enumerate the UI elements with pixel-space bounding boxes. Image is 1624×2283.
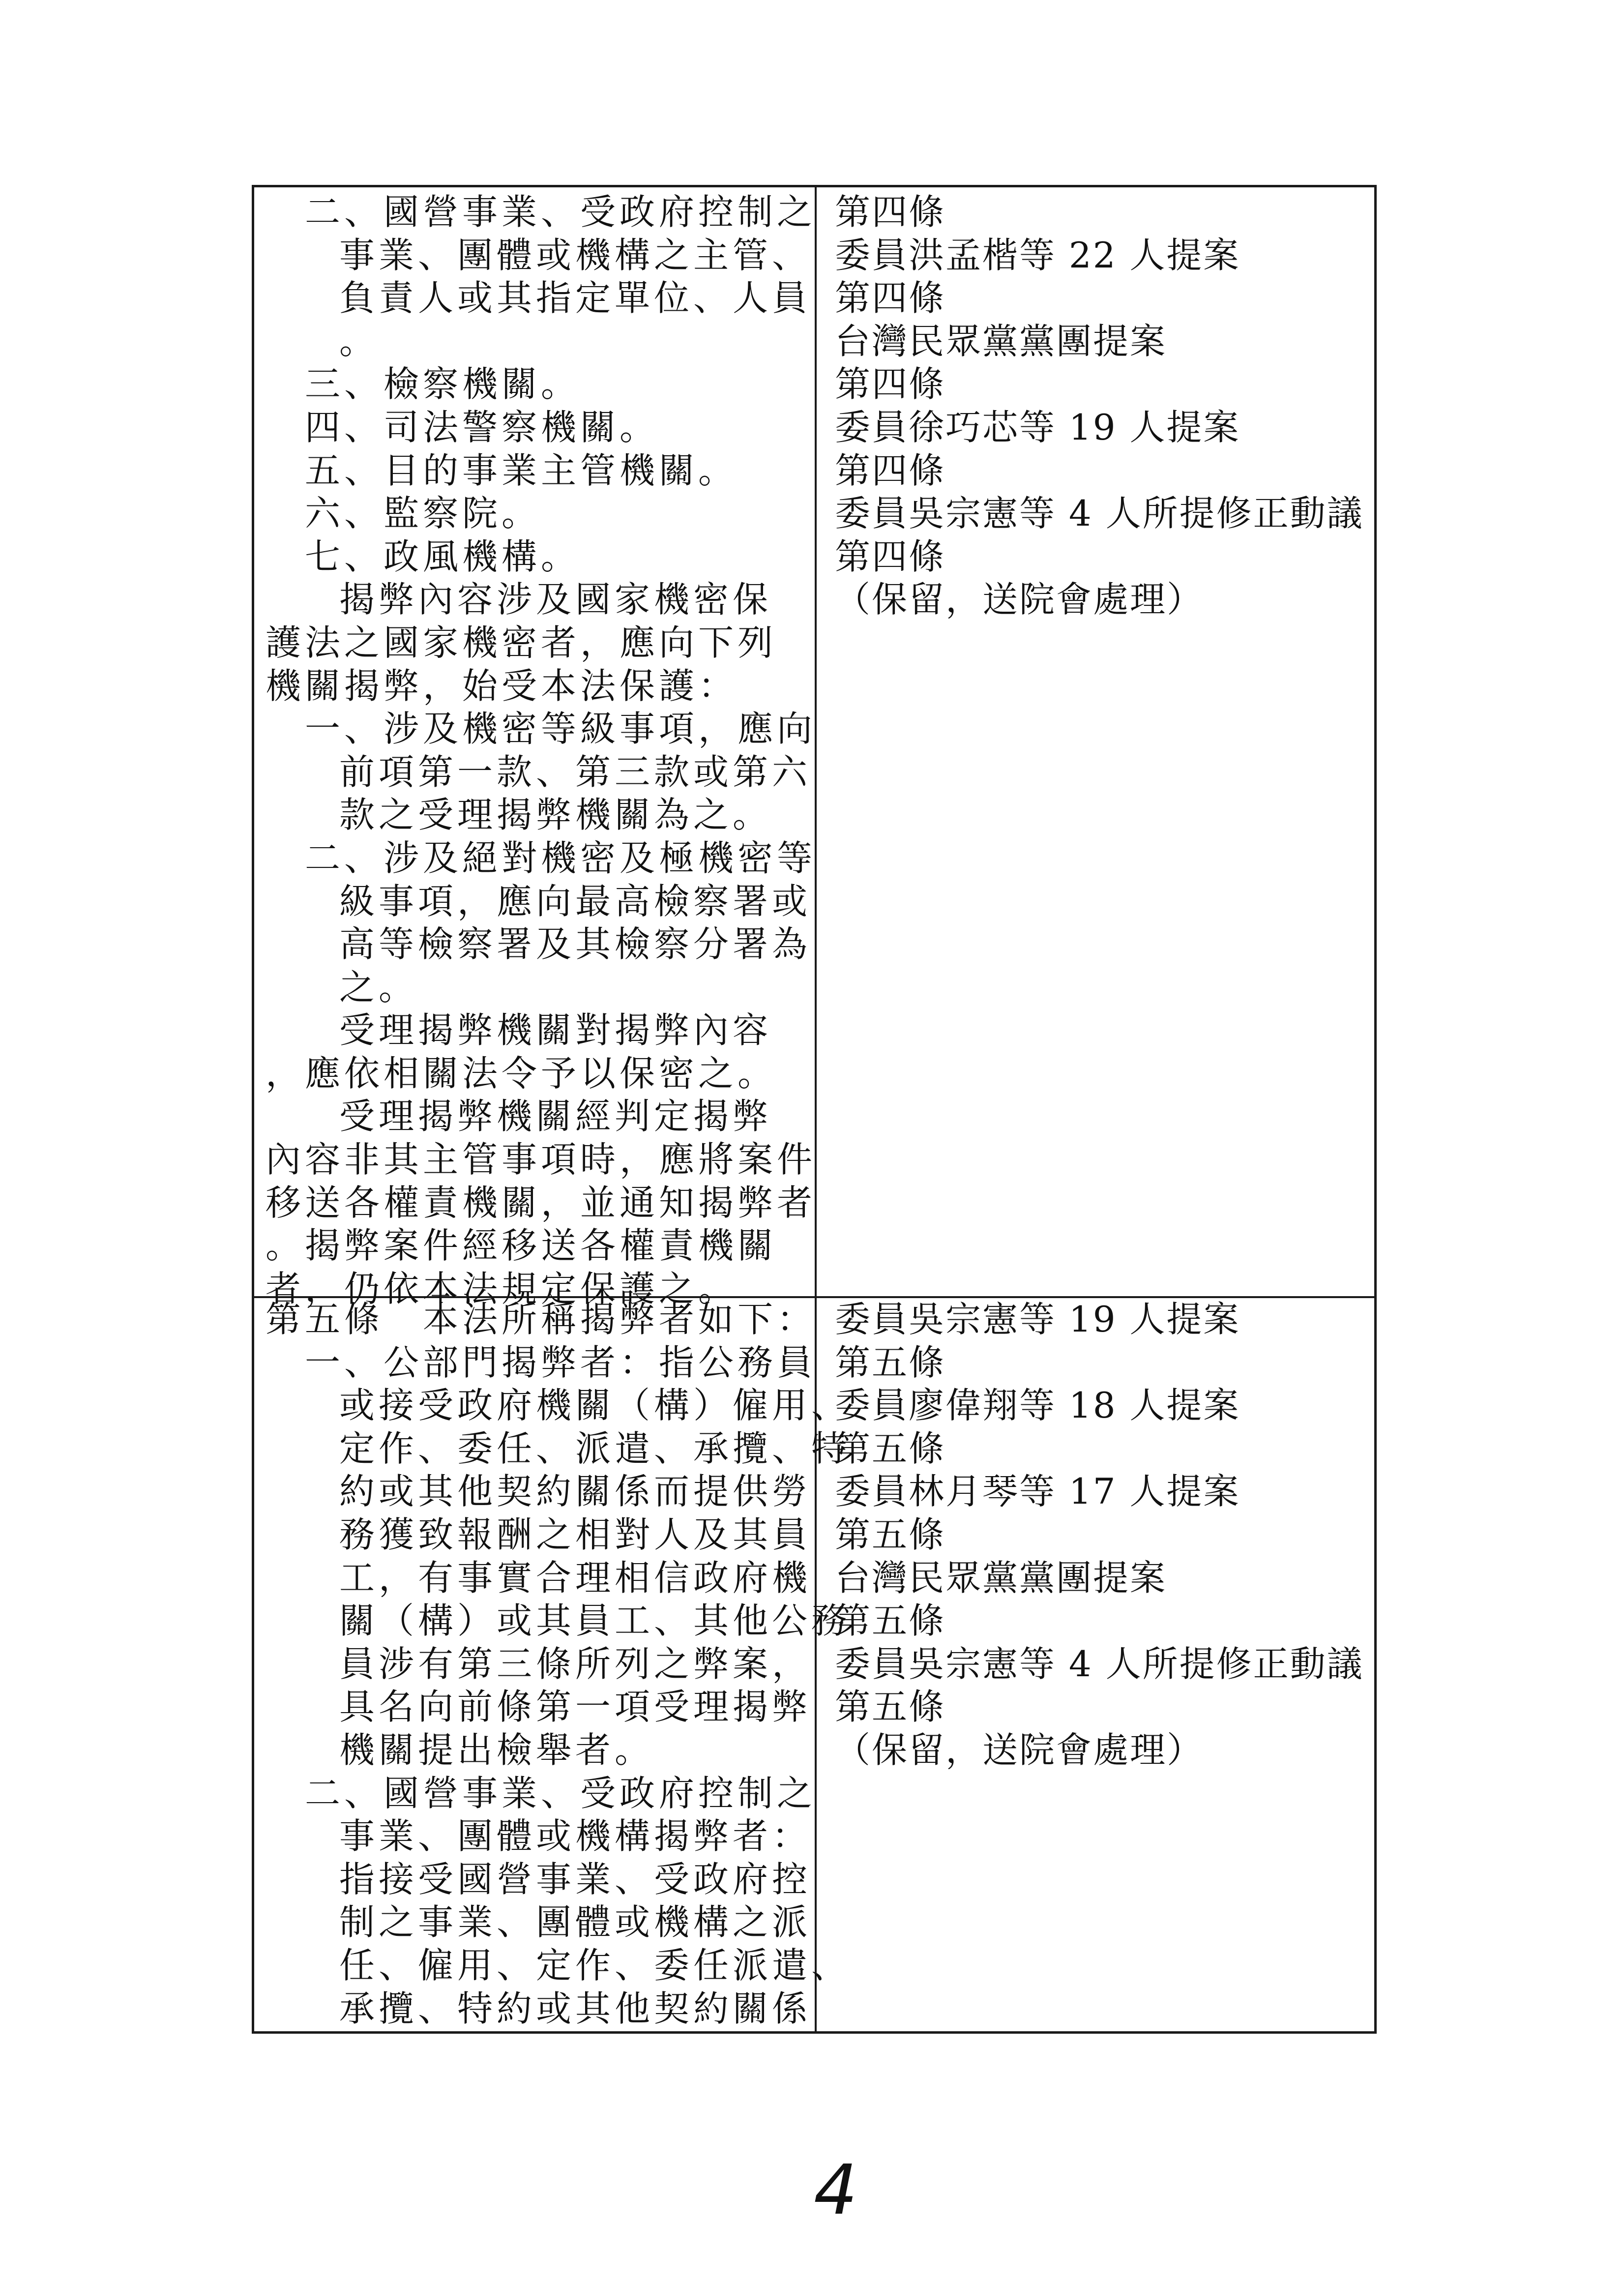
text-line: 員涉有第三條所列之弊案， — [339, 1643, 812, 1685]
text-line: 任、僱用、定作、委任派遣、 — [339, 1944, 851, 1986]
text-line: 二、國營事業、受政府控制之 — [305, 191, 817, 233]
text-line: 制之事業、團體或機構之派 — [339, 1901, 812, 1943]
text-line: 四、司法警察機關。 — [305, 406, 659, 448]
article-4-proposals-cell — [835, 191, 1371, 622]
proposal-line: 委員洪孟楷等 22 人提案 — [835, 234, 1240, 276]
proposal-line: 委員吳宗憲等 4 人所提修正動議 — [835, 493, 1364, 534]
text-line: 事業、團體或機構揭弊者： — [339, 1815, 812, 1857]
text-line: 七、政風機構。 — [305, 535, 581, 577]
proposal-line: 第五條 — [835, 1600, 946, 1642]
text-line: 六、監察院。 — [305, 493, 541, 534]
column-divider — [815, 187, 817, 2031]
proposal-line: 委員吳宗憲等 4 人所提修正動議 — [835, 1643, 1364, 1685]
article-5-proposals-cell — [835, 1298, 1371, 1772]
text-line: ，應依相關法令予以保密之。 — [266, 1052, 777, 1094]
proposal-line: 委員徐巧芯等 19 人提案 — [835, 406, 1240, 448]
proposal-line: 台灣民眾黨黨團提案 — [835, 320, 1167, 362]
text-line: 機關揭弊，始受本法保護： — [266, 665, 738, 707]
text-line: 級事項，應向最高檢察署或 — [339, 880, 812, 922]
text-line: 五、目的事業主管機關。 — [305, 449, 738, 491]
text-line: 受理揭弊機關對揭弊內容 — [339, 1009, 772, 1051]
proposal-line: 第四條 — [835, 277, 946, 319]
text-line: 內容非其主管事項時，應將案件 — [266, 1139, 817, 1181]
proposal-line: 第四條 — [835, 191, 946, 233]
text-line: 一、涉及機密等級事項，應向 — [305, 708, 817, 750]
proposal-line: （保留，送院會處理） — [835, 579, 1204, 621]
text-line: 二、涉及絕對機密及極機密等 — [305, 837, 817, 879]
text-line: 事業、團體或機構之主管、 — [339, 234, 812, 276]
text-line: 機關提出檢舉者。 — [339, 1729, 654, 1771]
proposal-line: 第五條 — [835, 1427, 946, 1469]
proposal-line: 委員廖偉翔等 18 人提案 — [835, 1385, 1240, 1426]
text-line: 護法之國家機密者，應向下列 — [266, 622, 777, 663]
text-line: 負責人或其指定單位、人員 — [339, 277, 812, 319]
text-line: 定作、委任、派遣、承攬、特 — [339, 1427, 851, 1469]
proposal-line: （保留，送院會處理） — [835, 1729, 1204, 1771]
text-line: 。揭弊案件經移送各權責機關 — [266, 1225, 777, 1267]
text-line: 高等檢察署及其檢察分署為 — [339, 923, 812, 965]
text-line: 指接受國營事業、受政府控 — [339, 1858, 812, 1900]
text-line: 工，有事實合理相信政府機 — [339, 1557, 812, 1599]
text-line: 關（構）或其員工、其他公務 — [339, 1600, 851, 1642]
proposal-line: 第五條 — [835, 1686, 946, 1728]
page-number: 4 — [814, 2150, 858, 2230]
proposal-line: 委員吳宗憲等 19 人提案 — [835, 1299, 1240, 1340]
text-line: 。 — [339, 320, 379, 362]
proposal-line: 第五條 — [835, 1341, 946, 1383]
proposal-line: 第四條 — [835, 363, 946, 405]
text-line: 或接受政府機關（構）僱用、 — [339, 1385, 851, 1426]
proposal-line: 第四條 — [835, 535, 946, 577]
text-line: 二、國營事業、受政府控制之 — [305, 1772, 817, 1814]
proposal-line: 第五條 — [835, 1513, 946, 1555]
text-line: 務獲致報酬之相對人及其員 — [339, 1513, 812, 1555]
text-line: 受理揭弊機關經判定揭弊 — [339, 1096, 772, 1137]
text-line: 一、公部門揭弊者：指公務員 — [305, 1341, 817, 1383]
text-line: 第五條 本法所稱揭弊者如下： — [266, 1299, 817, 1340]
text-line: 具名向前條第一項受理揭弊 — [339, 1686, 812, 1728]
text-line: 款之受理揭弊機關為之。 — [339, 794, 772, 836]
text-line: 三、檢察機關。 — [305, 363, 581, 405]
article-4-text-cell — [266, 191, 817, 1310]
text-line: 前項第一款、第三款或第六 — [339, 751, 812, 793]
proposal-line: 委員林月琴等 17 人提案 — [835, 1471, 1240, 1512]
text-line: 之。 — [339, 966, 418, 1008]
text-line: 承攬、特約或其他契約關係 — [339, 1987, 812, 2029]
text-line: 者，仍依本法規定保護之。 — [266, 1268, 738, 1309]
text-line: 約或其他契約關係而提供勞 — [339, 1471, 812, 1512]
article-5-text-cell — [266, 1298, 851, 2030]
proposal-line: 第四條 — [835, 449, 946, 491]
text-line: 移送各權責機關，並通知揭弊者 — [266, 1182, 817, 1223]
proposal-line: 台灣民眾黨黨團提案 — [835, 1557, 1167, 1599]
text-line: 揭弊內容涉及國家機密保 — [339, 579, 772, 621]
